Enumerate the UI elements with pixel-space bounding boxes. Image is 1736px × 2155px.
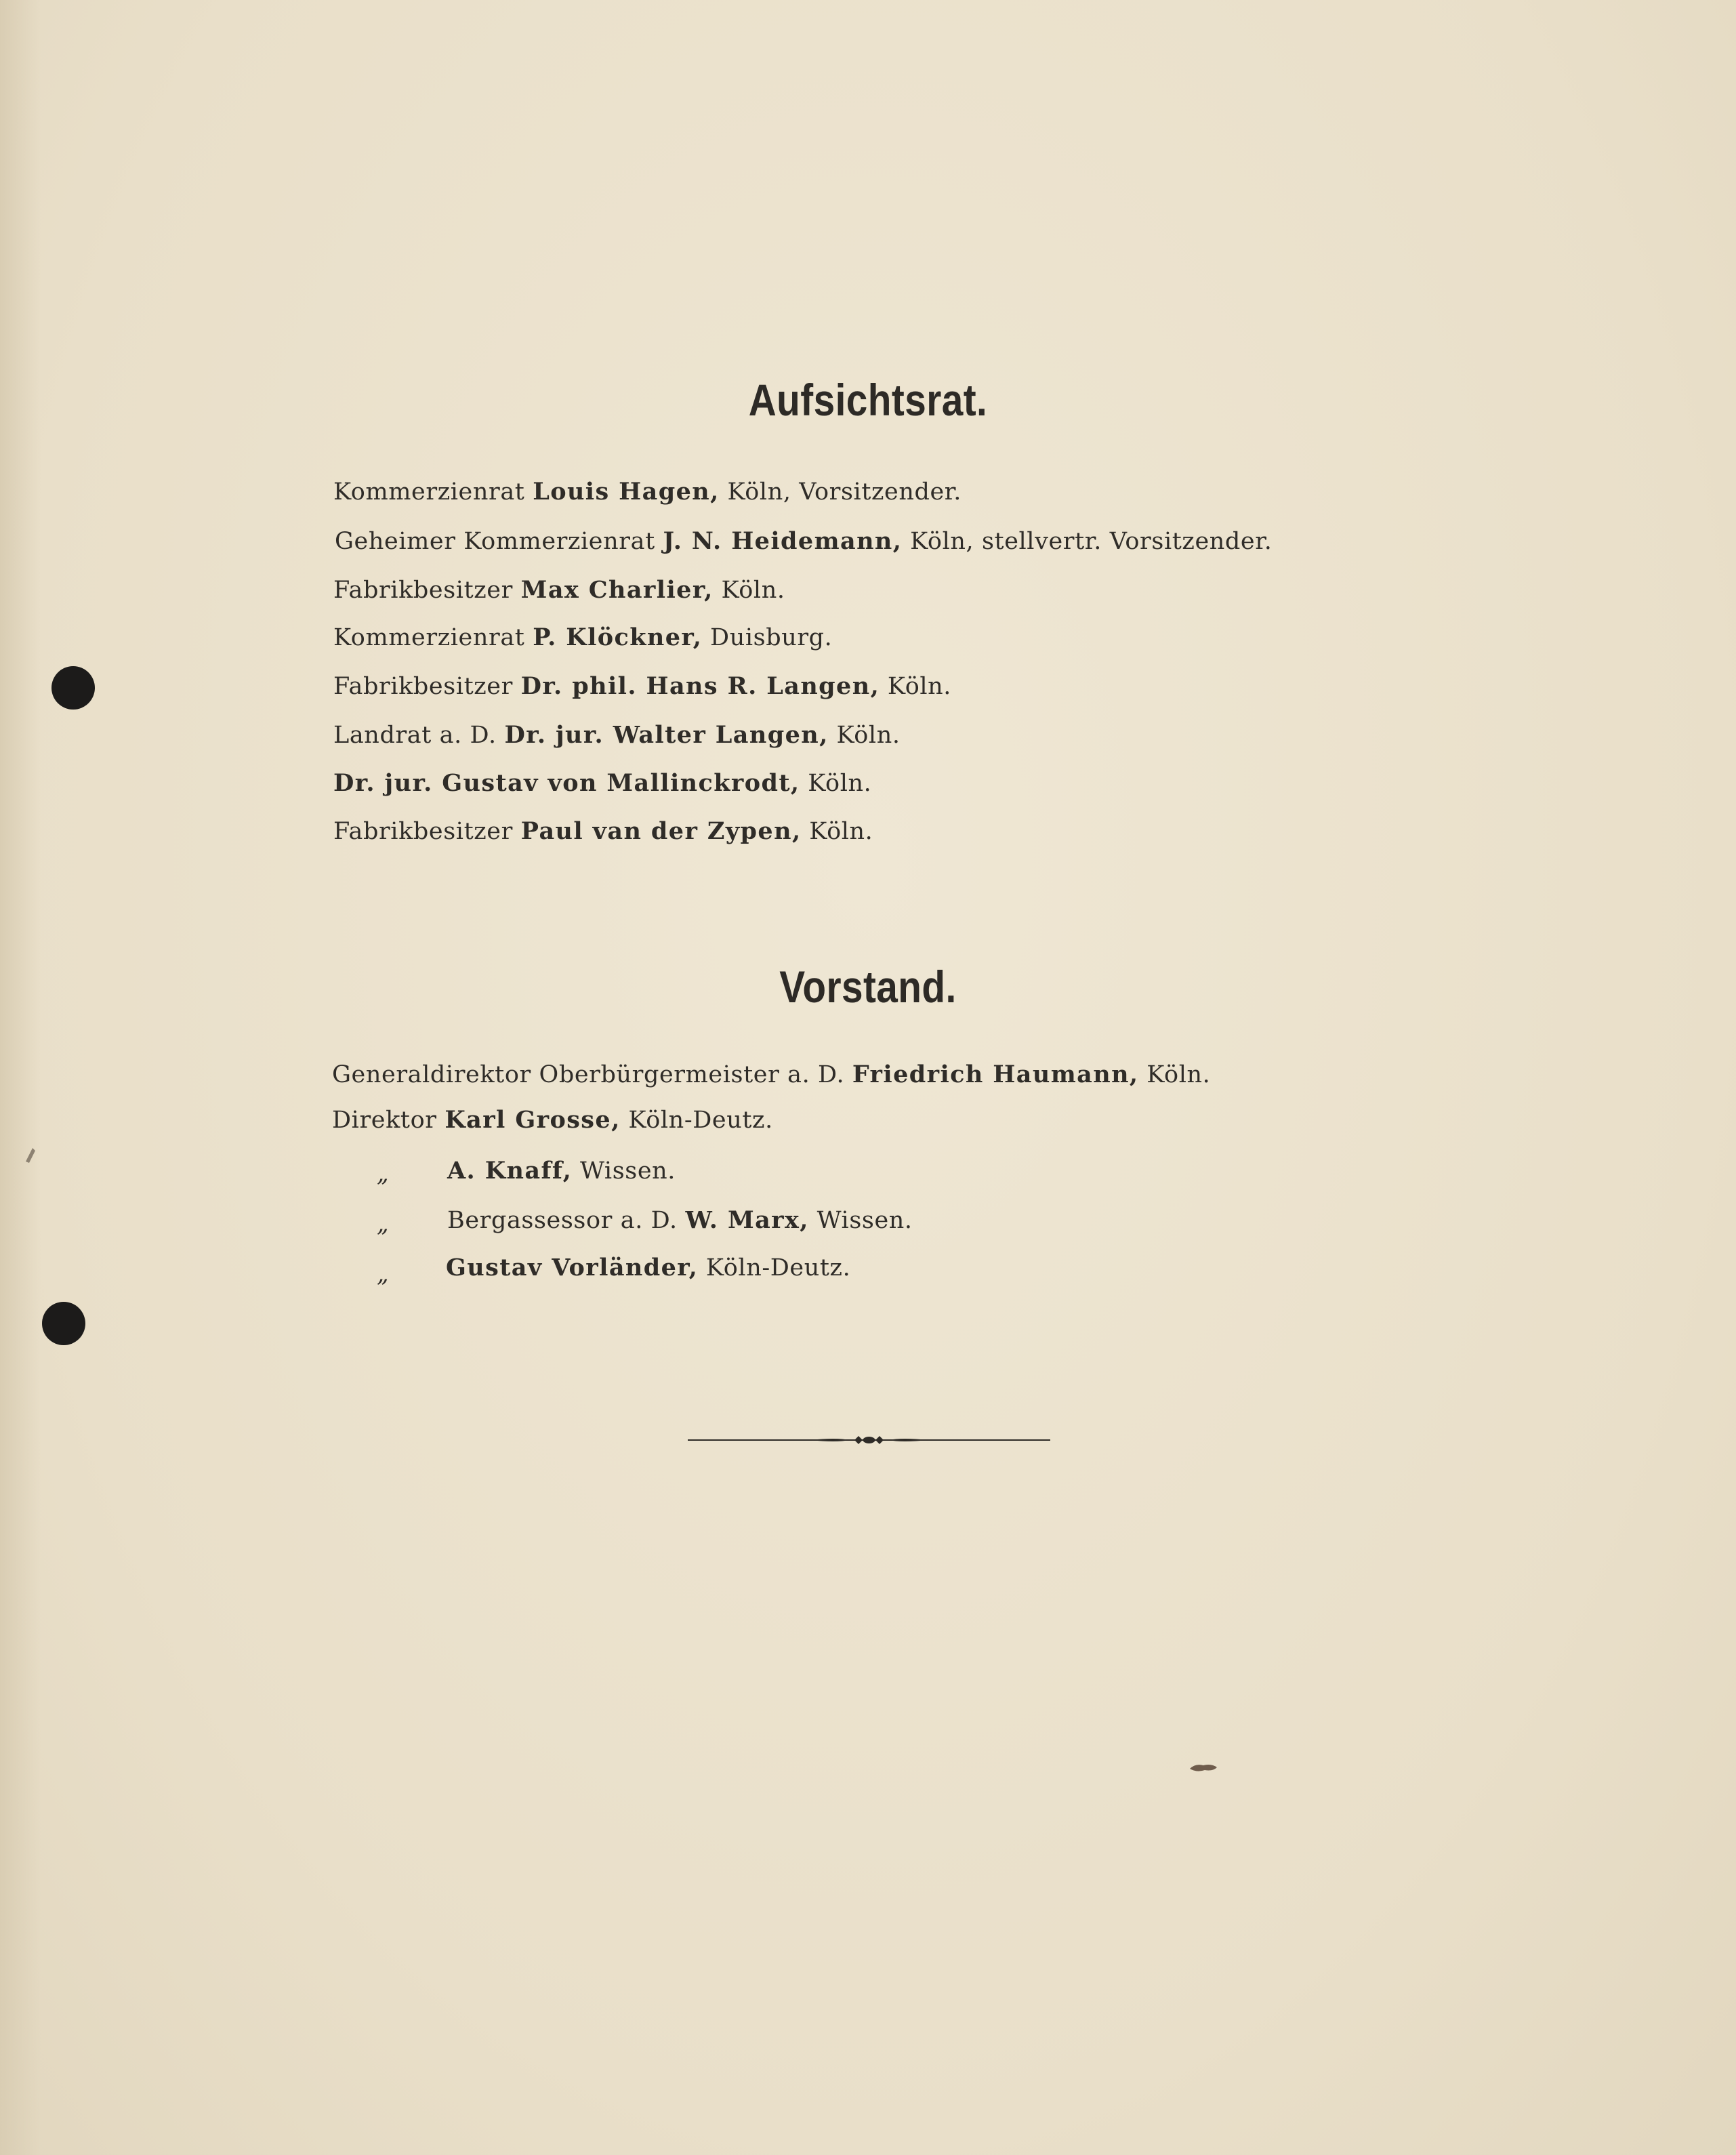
member-name: Dr. jur. Walter Langen, bbox=[504, 721, 829, 749]
member-name: Karl Grosse, bbox=[445, 1106, 621, 1134]
aufsichtsrat-member bbox=[333, 623, 832, 651]
aufsichtsrat-member bbox=[333, 817, 873, 845]
member-location: Köln, stellvertr. Vorsitzender. bbox=[910, 528, 1273, 555]
member-title: Fabrikbesitzer bbox=[333, 577, 513, 604]
member-name: Paul van der Zypen, bbox=[520, 817, 802, 845]
member-location: Köln. bbox=[887, 673, 952, 700]
aufsichtsrat-member bbox=[333, 672, 951, 700]
vorstand-member bbox=[446, 1254, 850, 1281]
vorstand-member bbox=[332, 1061, 1210, 1088]
member-location: Köln. bbox=[1146, 1061, 1211, 1088]
paper-stain-mark bbox=[23, 1147, 38, 1164]
aufsichtsrat-member bbox=[335, 527, 1272, 555]
member-location: Köln-Deutz. bbox=[705, 1254, 851, 1281]
member-title: Geheimer Kommerzienrat bbox=[335, 528, 655, 555]
member-title: Fabrikbesitzer bbox=[333, 673, 513, 700]
member-name: A. Knaff, bbox=[447, 1157, 573, 1185]
punch-hole-bottom bbox=[42, 1302, 85, 1345]
punch-hole-top bbox=[51, 666, 95, 710]
member-name: Friedrich Haumann, bbox=[852, 1061, 1139, 1088]
member-location: Köln, Vorsitzender. bbox=[727, 478, 962, 506]
member-name: Gustav Vorländer, bbox=[446, 1254, 699, 1281]
member-location: Wissen. bbox=[817, 1207, 913, 1234]
vorstand-member bbox=[447, 1206, 913, 1234]
member-name: J. N. Heidemann, bbox=[663, 527, 903, 555]
member-title: Bergassessor a. D. bbox=[447, 1207, 678, 1234]
member-name: W. Marx, bbox=[685, 1206, 809, 1234]
member-name: Dr. jur. Gustav von Mallinckrodt, bbox=[333, 769, 800, 797]
ditto-mark: „ bbox=[377, 1160, 389, 1187]
member-title: Kommerzienrat bbox=[333, 624, 525, 651]
member-location: Köln. bbox=[721, 577, 785, 604]
aufsichtsrat-heading: Aufsichtsrat. bbox=[748, 375, 988, 425]
member-title: Landrat a. D. bbox=[333, 722, 497, 749]
ink-smudge bbox=[1187, 1761, 1220, 1774]
aufsichtsrat-member bbox=[333, 769, 871, 797]
member-location: Duisburg. bbox=[710, 624, 833, 651]
page-edge-shadow bbox=[0, 0, 41, 2155]
member-title: Kommerzienrat bbox=[333, 478, 525, 506]
aufsichtsrat-member bbox=[333, 478, 962, 506]
member-title: Generaldirektor Oberbürgermeister a. D. bbox=[332, 1061, 845, 1088]
member-name: P. Klöckner, bbox=[533, 623, 703, 651]
member-location: Köln-Deutz. bbox=[628, 1107, 773, 1134]
member-name: Max Charlier, bbox=[520, 576, 714, 604]
member-location: Köln. bbox=[808, 770, 872, 797]
ditto-mark: „ bbox=[377, 1210, 389, 1237]
member-location: Köln. bbox=[809, 818, 873, 845]
member-name: Dr. phil. Hans R. Langen, bbox=[520, 672, 880, 700]
member-title: Fabrikbesitzer bbox=[333, 818, 513, 845]
vorstand-heading: Vorstand. bbox=[779, 962, 957, 1012]
vorstand-member bbox=[332, 1106, 773, 1134]
vorstand-member bbox=[447, 1157, 676, 1185]
aufsichtsrat-member bbox=[333, 721, 901, 749]
member-name: Louis Hagen, bbox=[533, 478, 720, 506]
member-location: Wissen. bbox=[579, 1157, 676, 1185]
member-location: Köln. bbox=[836, 722, 901, 749]
member-title: Direktor bbox=[332, 1107, 437, 1134]
ditto-mark: „ bbox=[377, 1260, 389, 1288]
divider-ornament bbox=[688, 1430, 1050, 1450]
aufsichtsrat-member bbox=[333, 576, 785, 604]
